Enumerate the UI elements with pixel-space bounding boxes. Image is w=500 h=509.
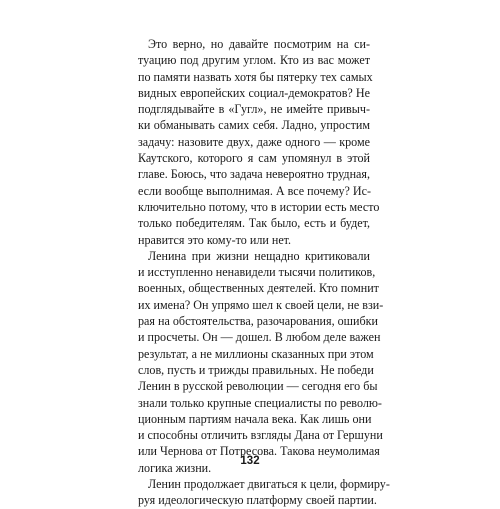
body-text [138, 36, 390, 509]
text-line: по памяти назвать хотя бы пятерку тех самых [138, 69, 373, 84]
text-line: нравится это кому-то или нет. [138, 232, 292, 247]
text-line: их имена? Он упрямо шел к своей цели, не взи- [138, 297, 384, 312]
text-line: только победителям. Так было, есть и будет, [138, 216, 370, 231]
paragraph [138, 248, 384, 476]
text-line: ционным партиям начала века. Как лишь они [138, 411, 372, 426]
text-line: рая на обстоятельства, разочарования, ошибки [138, 314, 378, 329]
text-line: военных, общественных деятелей. Кто помнит [138, 281, 379, 296]
text-line: Каутского, которого я сам упомянул в этой [138, 151, 370, 166]
text-line: Ленин в русской революции — сегодня его бы [138, 379, 378, 394]
paragraph [138, 476, 390, 509]
text-line: ки обманывать самих себя. Ладно, упростим [138, 118, 370, 133]
text-line: слов, пусть и трижды правильных. Не победи [138, 362, 374, 377]
text-line: Ленин продолжает двигаться к цели, формиру- [148, 477, 390, 492]
text-line: логика жизни. [138, 460, 212, 475]
text-line: если вообще выполнимая. А все почему? Ис- [138, 183, 372, 198]
text-line: видных европейских социал-демократов? Не [138, 85, 370, 100]
text-line: результат, а не миллионы сказанных при этом [138, 346, 374, 361]
text-line: и исступленно ненавидели тысячи политиков, [138, 265, 376, 280]
text-line: знали только крупные специалисты по револю- [138, 395, 382, 410]
text-line: туацию под другим углом. Кто из вас может [138, 53, 370, 68]
text-line: задачу: назовите двух, даже одного — кроме [138, 134, 370, 149]
text-line: и просчеты. Он — дошел. В любом деле важен [138, 330, 381, 345]
text-line: ключительно потому, что в истории есть место [138, 199, 380, 214]
paragraph [138, 36, 380, 248]
text-line: подглядывайте в «Гугл», не имейте привыч- [138, 102, 370, 117]
page-number: 132 [240, 455, 260, 467]
text-line: Это верно, но давайте посмотрим на си- [148, 37, 370, 51]
text-line: руя идеологическую платформу своей партии. [138, 493, 377, 508]
text-line: или Чернова от Потресова. Такова неумолимая [138, 444, 380, 459]
text-line: и способны отличить взгляды Дана от Гершуни [138, 428, 383, 443]
text-line: Ленина при жизни нещадно критиковали [148, 248, 370, 263]
text-line: главе. Боюсь, что задача невероятно трудная, [138, 167, 370, 182]
